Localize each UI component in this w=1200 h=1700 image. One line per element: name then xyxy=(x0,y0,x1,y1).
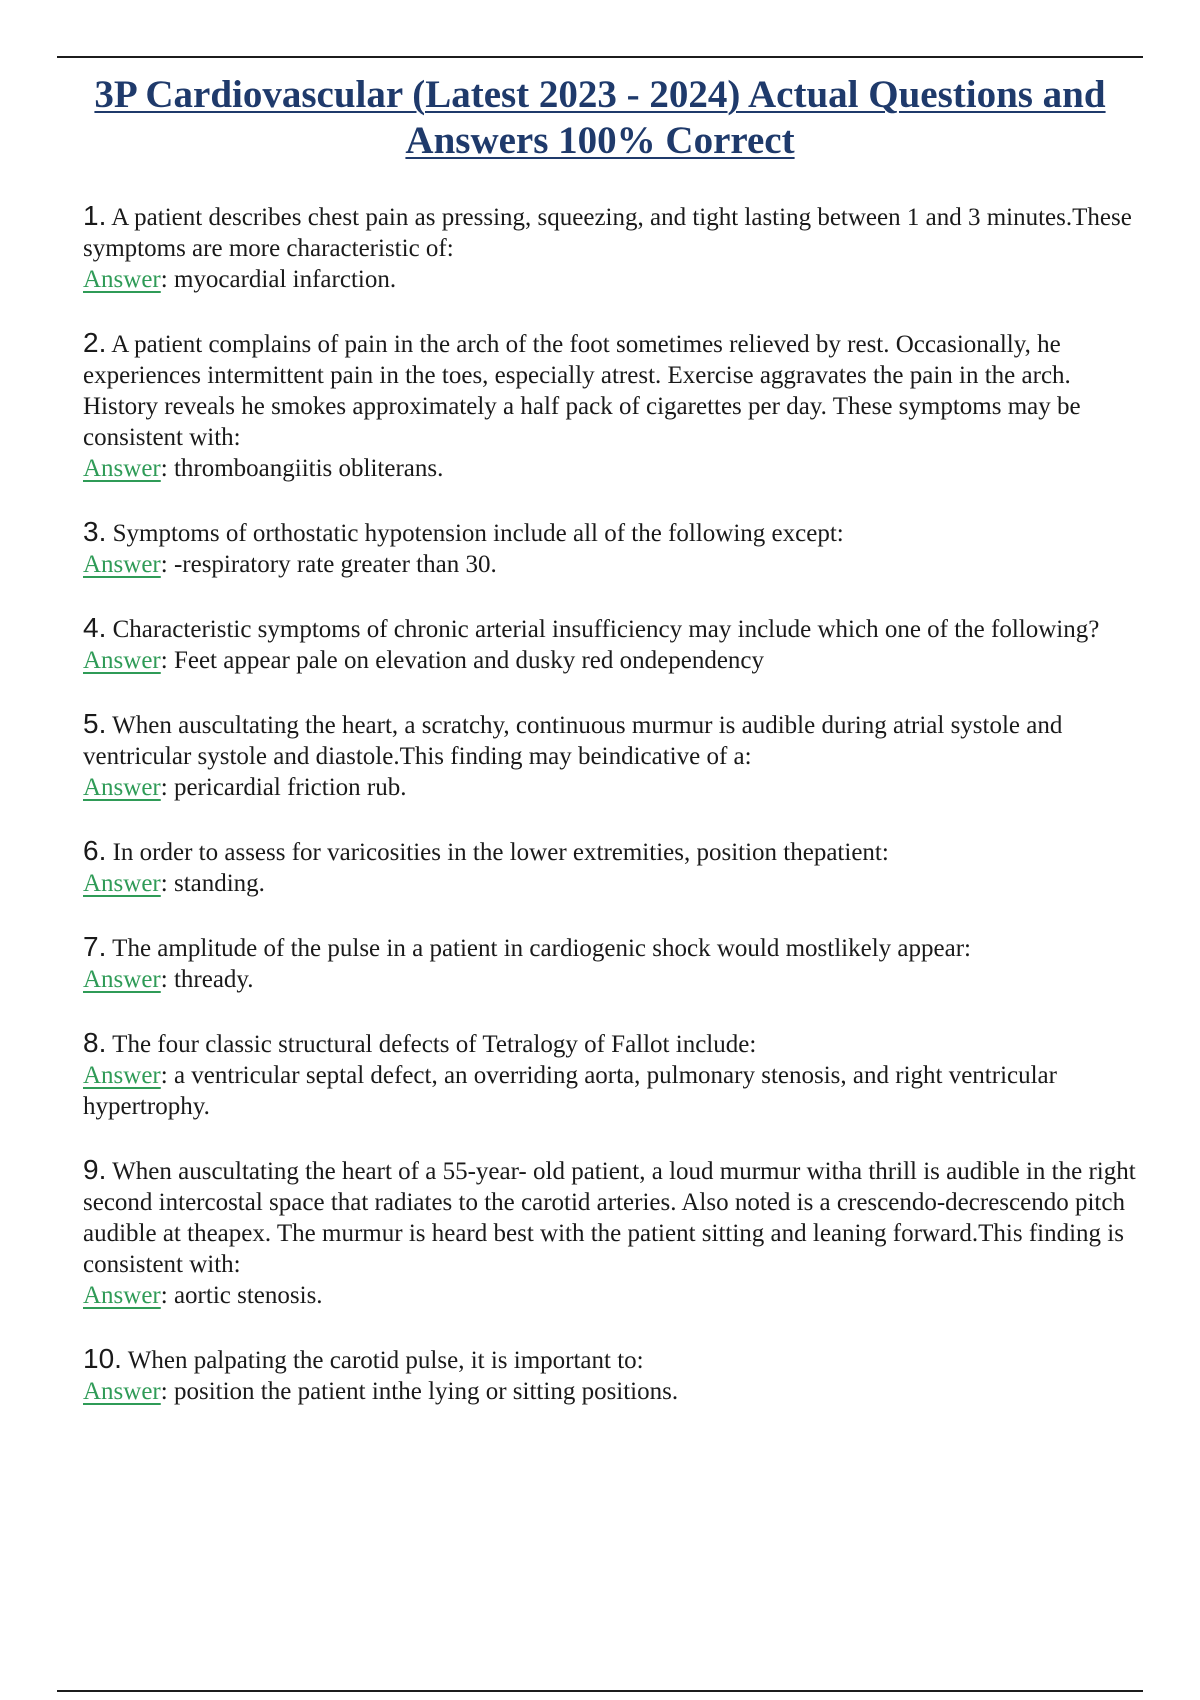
answer-line xyxy=(83,964,1143,995)
question-text: The four classic structural defects of Tetralogy of Fallot include: xyxy=(112,1031,757,1058)
question-text: Symptoms of orthostatic hypotension include all of the following except: xyxy=(112,520,844,547)
answer-text: : pericardial friction rub. xyxy=(160,774,407,801)
question-number: 4. xyxy=(83,612,107,643)
qa-item-4 xyxy=(83,612,1143,676)
answer-link[interactable]: Answer xyxy=(83,966,161,993)
answer-line xyxy=(83,1376,1143,1407)
answer-line xyxy=(83,1280,1143,1311)
answer-line xyxy=(83,1060,1143,1122)
answer-text: : thromboangiitis obliterans. xyxy=(160,455,444,482)
answer-line xyxy=(83,645,1143,676)
question-number: 9. xyxy=(83,1154,107,1185)
question-text: Characteristic symptoms of chronic arterial insufficiency may include which one of the following? xyxy=(112,616,1100,643)
answer-link[interactable]: Answer xyxy=(83,455,161,482)
question-text: When auscultating the heart of a 55-year- old patient, a loud murmur witha thrill is audible in the right second intercostal space that radiates to the carotid arteries. Also noted is a crescendo-decrescendo pitch audible at theapex. The murmur is heard best with the patient sitting and leaning forward.This finding is consistent with: xyxy=(83,1158,1136,1278)
answer-line xyxy=(83,549,1143,580)
question-number: 1. xyxy=(83,200,107,231)
title-line-1: 3P Cardiovascular (Latest 2023 - 2024) Actual Questions and xyxy=(94,73,1106,116)
answer-link[interactable]: Answer xyxy=(83,1282,161,1309)
question-number: 10. xyxy=(83,1343,122,1374)
answer-line xyxy=(83,264,1143,295)
answer-text: : standing. xyxy=(160,870,265,897)
answer-link[interactable]: Answer xyxy=(83,551,161,578)
top-rule xyxy=(57,56,1143,58)
answer-link[interactable]: Answer xyxy=(83,266,161,293)
answer-line xyxy=(83,772,1143,803)
question-number: 7. xyxy=(83,931,107,962)
answer-line xyxy=(83,868,1143,899)
question-text: When auscultating the heart, a scratchy, continuous murmur is audible during atrial systole and ventricular systole and diastole.This finding may beindicative of a: xyxy=(83,712,1063,770)
bottom-rule xyxy=(57,1690,1143,1692)
question-number: 2. xyxy=(83,327,107,358)
answer-link[interactable]: Answer xyxy=(83,870,161,897)
title-line-2: Answers 100% Correct xyxy=(405,119,795,162)
qa-item-7 xyxy=(83,931,1143,995)
question-text: The amplitude of the pulse in a patient in cardiogenic shock would mostlikely appear: xyxy=(112,935,971,962)
question-text: When palpating the carotid pulse, it is important to: xyxy=(127,1347,644,1374)
answer-text: : thready. xyxy=(160,966,254,993)
answer-link[interactable]: Answer xyxy=(83,647,161,674)
qa-item-10 xyxy=(83,1343,1143,1407)
qa-item-3 xyxy=(83,516,1143,580)
qa-item-6 xyxy=(83,835,1143,899)
qa-item-2 xyxy=(83,327,1143,484)
answer-text: : aortic stenosis. xyxy=(160,1282,323,1309)
qa-item-1 xyxy=(83,200,1143,295)
question-number: 5. xyxy=(83,708,107,739)
question-text: A patient complains of pain in the arch of the foot sometimes relieved by rest. Occasionally, he experiences intermittent pain in the toes, especially atrest. Exercise aggravates the pain in the arch. History reveals he smokes approximately a half pack of cigarettes per day. These symptoms may be consistent with: xyxy=(83,331,1081,451)
answer-text: : a ventricular septal defect, an overriding aorta, pulmonary stenosis, and right ventricular hypertrophy. xyxy=(83,1062,1057,1120)
question-number: 3. xyxy=(83,516,107,547)
answer-line xyxy=(83,453,1143,484)
qa-item-8 xyxy=(83,1027,1143,1122)
answer-link[interactable]: Answer xyxy=(83,774,161,801)
answer-link[interactable]: Answer xyxy=(83,1378,161,1405)
answer-text: : position the patient inthe lying or sitting positions. xyxy=(160,1378,679,1405)
document-title xyxy=(57,72,1143,164)
question-number: 8. xyxy=(83,1027,107,1058)
question-number: 6. xyxy=(83,835,107,866)
answer-link[interactable]: Answer xyxy=(83,1062,161,1089)
answer-text: : myocardial infarction. xyxy=(160,266,397,293)
qa-item-9 xyxy=(83,1154,1143,1311)
question-text: A patient describes chest pain as pressing, squeezing, and tight lasting between 1 and 3 minutes.These symptoms are more characteristic of: xyxy=(83,204,1132,262)
answer-text: : -respiratory rate greater than 30. xyxy=(160,551,497,578)
answer-text: : Feet appear pale on elevation and dusky red ondependency xyxy=(160,647,765,674)
qa-item-5 xyxy=(83,708,1143,803)
qa-list xyxy=(83,200,1143,1439)
question-text: In order to assess for varicosities in the lower extremities, position thepatient: xyxy=(112,839,889,866)
